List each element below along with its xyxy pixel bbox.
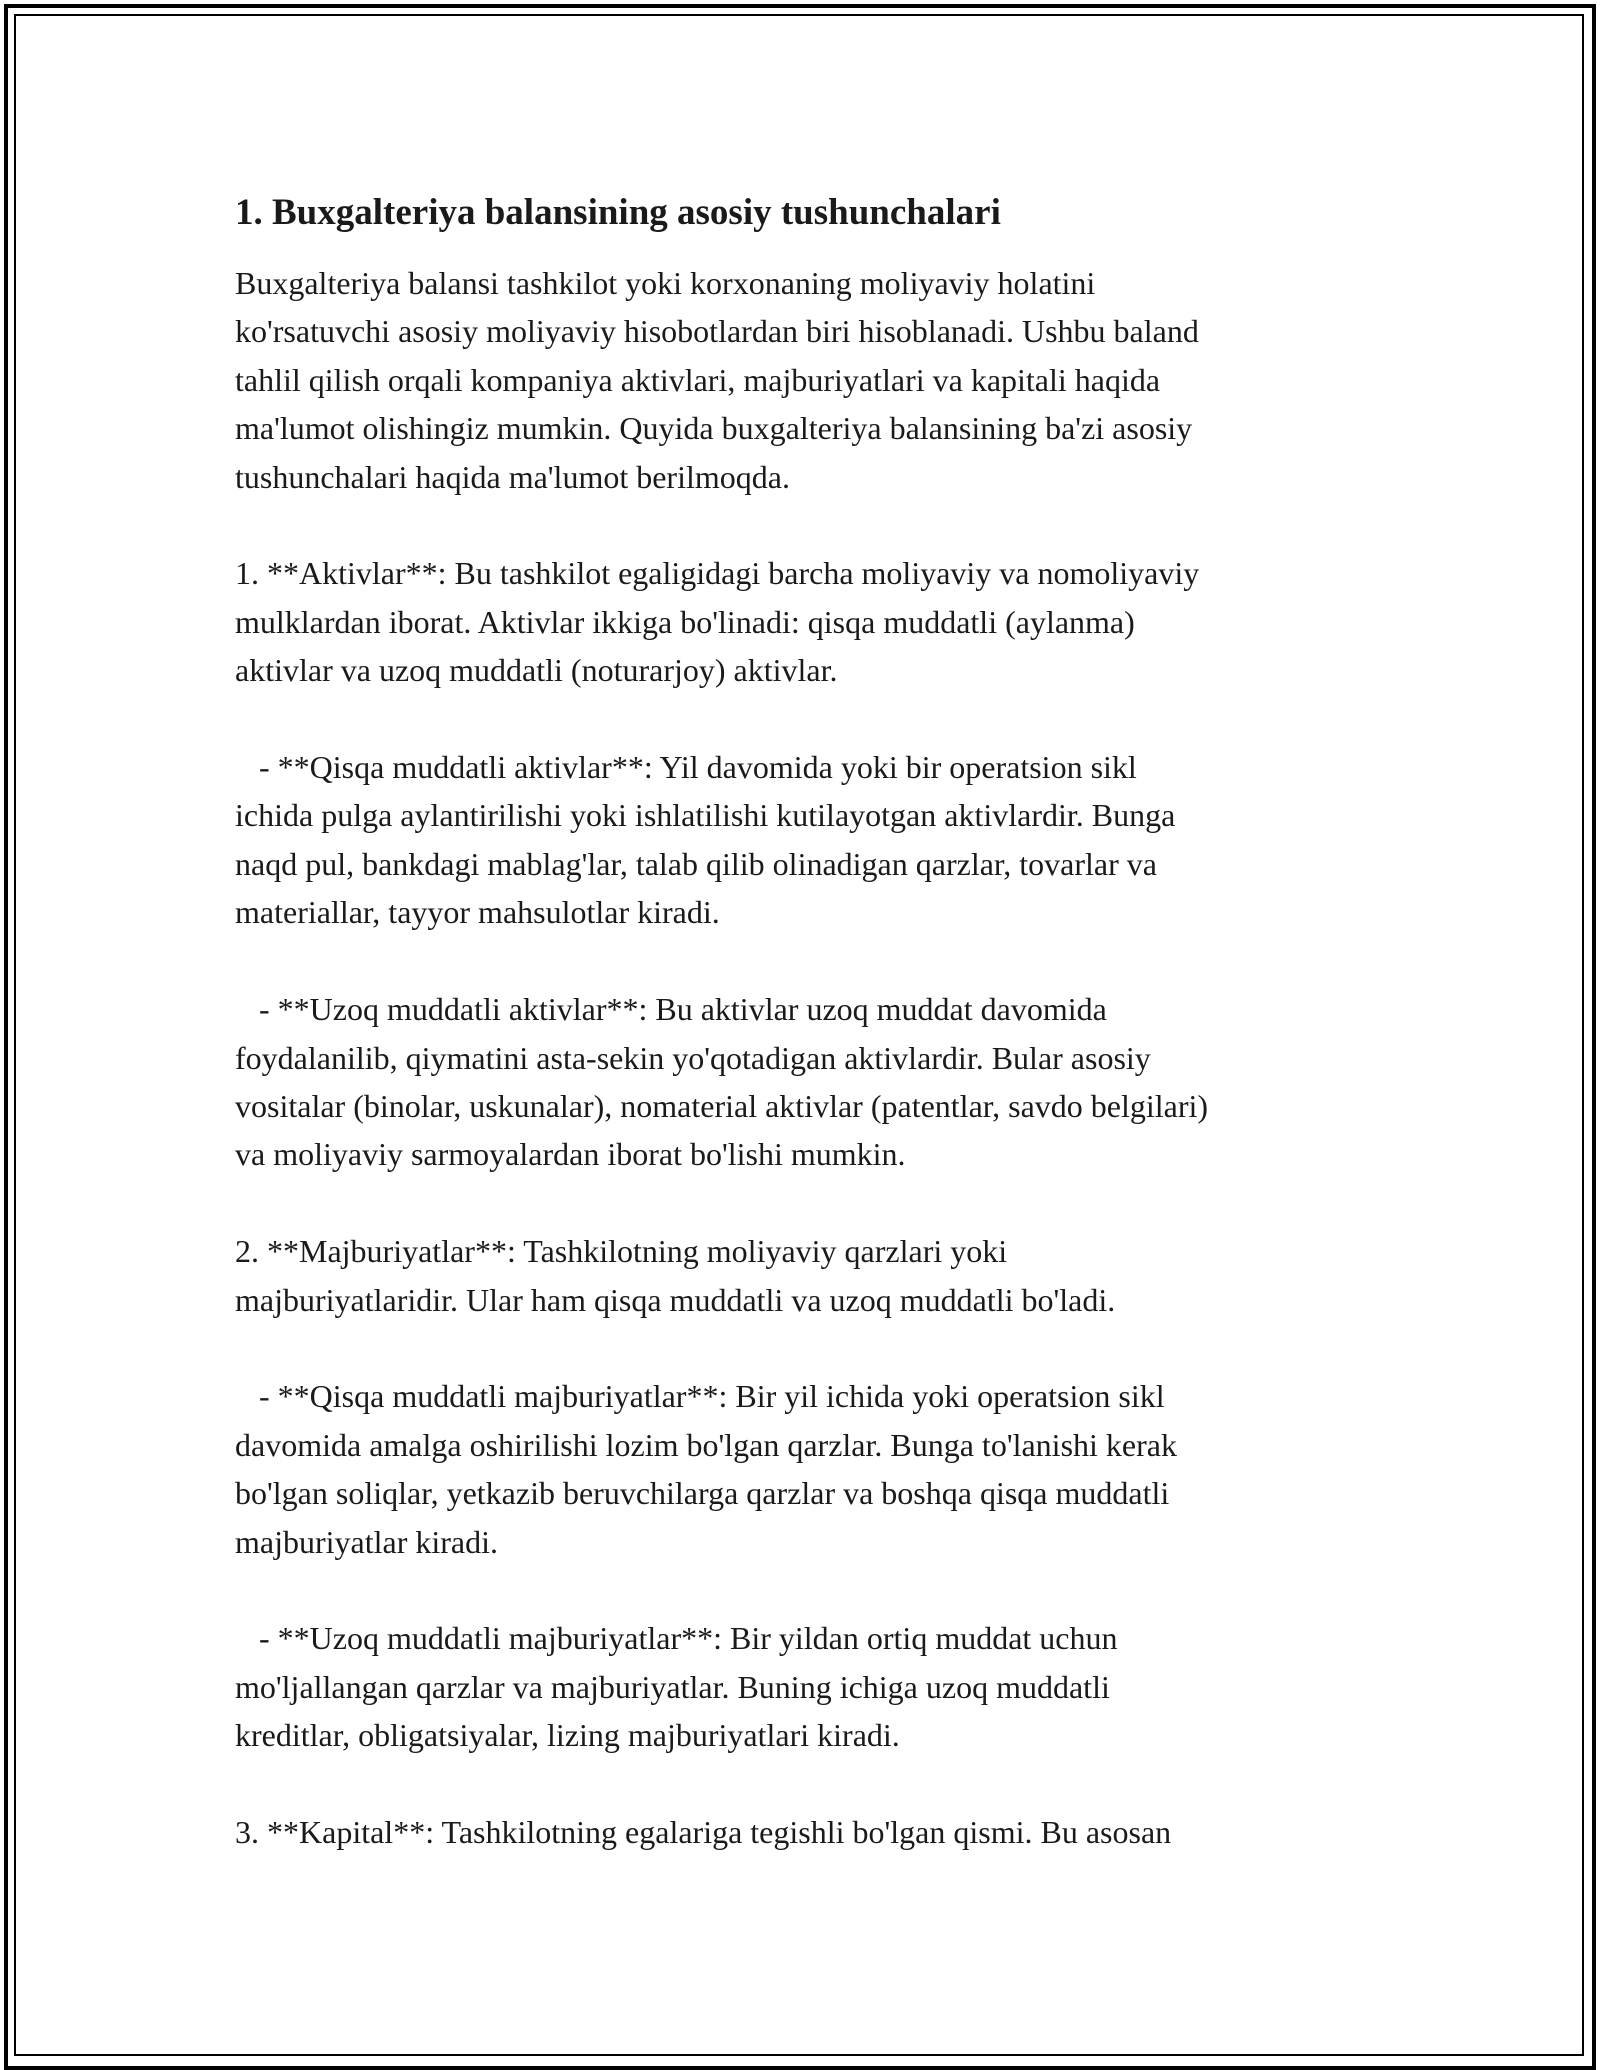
document-content (235, 187, 1375, 1856)
document-title: 1. Buxgalteriya balansining asosiy tushunchalari (235, 192, 1001, 233)
document-body: Buxgalteriya balansi tashkilot yoki korxonaning moliyaviy holatini ko'rsatuvchi asosiy moliyaviy hisobotlardan biri hisoblanadi. Ushbu baland tahlil qilish orqali kompaniya aktivlari, majburiyatlari va kapitali haqida ma'lumot olishingiz mumkin. Quyida buxgalteriya balansining ba'zi asosiy tushunchalari haqida ma'lumot berilmoqda. 1. **Aktivlar**: Bu tashkilot egaligidagi barcha moliyaviy va nomoliyaviy mulklardan iborat. Aktivlar ikkiga bo'linadi: qisqa muddatli (aylanma) aktivlar va uzoq muddatli (noturarjoy) aktivlar. - **Qisqa muddatli aktivlar**: Yil davomida yoki bir operatsion sikl ichida pulga aylantirilishi yoki ishlatilishi kutilayotgan aktivlardir. Bunga naqd pul, bankdagi mablag'lar, talab qilib olinadigan qarzlar, tovarlar va materiallar, tayyor mahsulotlar kiradi. - **Uzoq muddatli aktivlar**: Bu aktivlar uzoq muddat davomida foydalanilib, qiymatini asta-sekin yo'qotadigan aktivlardir. Bular asosiy vositalar (binolar, uskunalar), nomaterial aktivlar (patentlar, savdo belgilari) va moliyaviy sarmoyalardan iborat bo'lishi mumkin. 2. **Majburiyatlar**: Tashkilotning moliyaviy qarzlari yoki majburiyatlaridir. Ular ham qisqa muddatli va uzoq muddatli bo'ladi. - **Qisqa muddatli majburiyatlar**: Bir yil ichida yoki operatsion sikl davomida amalga oshirilishi lozim bo'lgan qarzlar. Bunga to'lanishi kerak bo'lgan soliqlar, yetkazib beruvchilarga qarzlar va boshqa qisqa muddatli majburiyatlar kiradi. - **Uzoq muddatli majburiyatlar**: Bir yildan ortiq muddat uchun mo'ljallangan qarzlar va majburiyatlar. Buning ichiga uzoq muddatli kreditlar, obligatsiyalar, lizing majburiyatlari kiradi. 3. **Kapital**: Tashkilotning egalariga tegishli bo'lgan qismi. Bu asosan (235, 265, 1209, 1850)
